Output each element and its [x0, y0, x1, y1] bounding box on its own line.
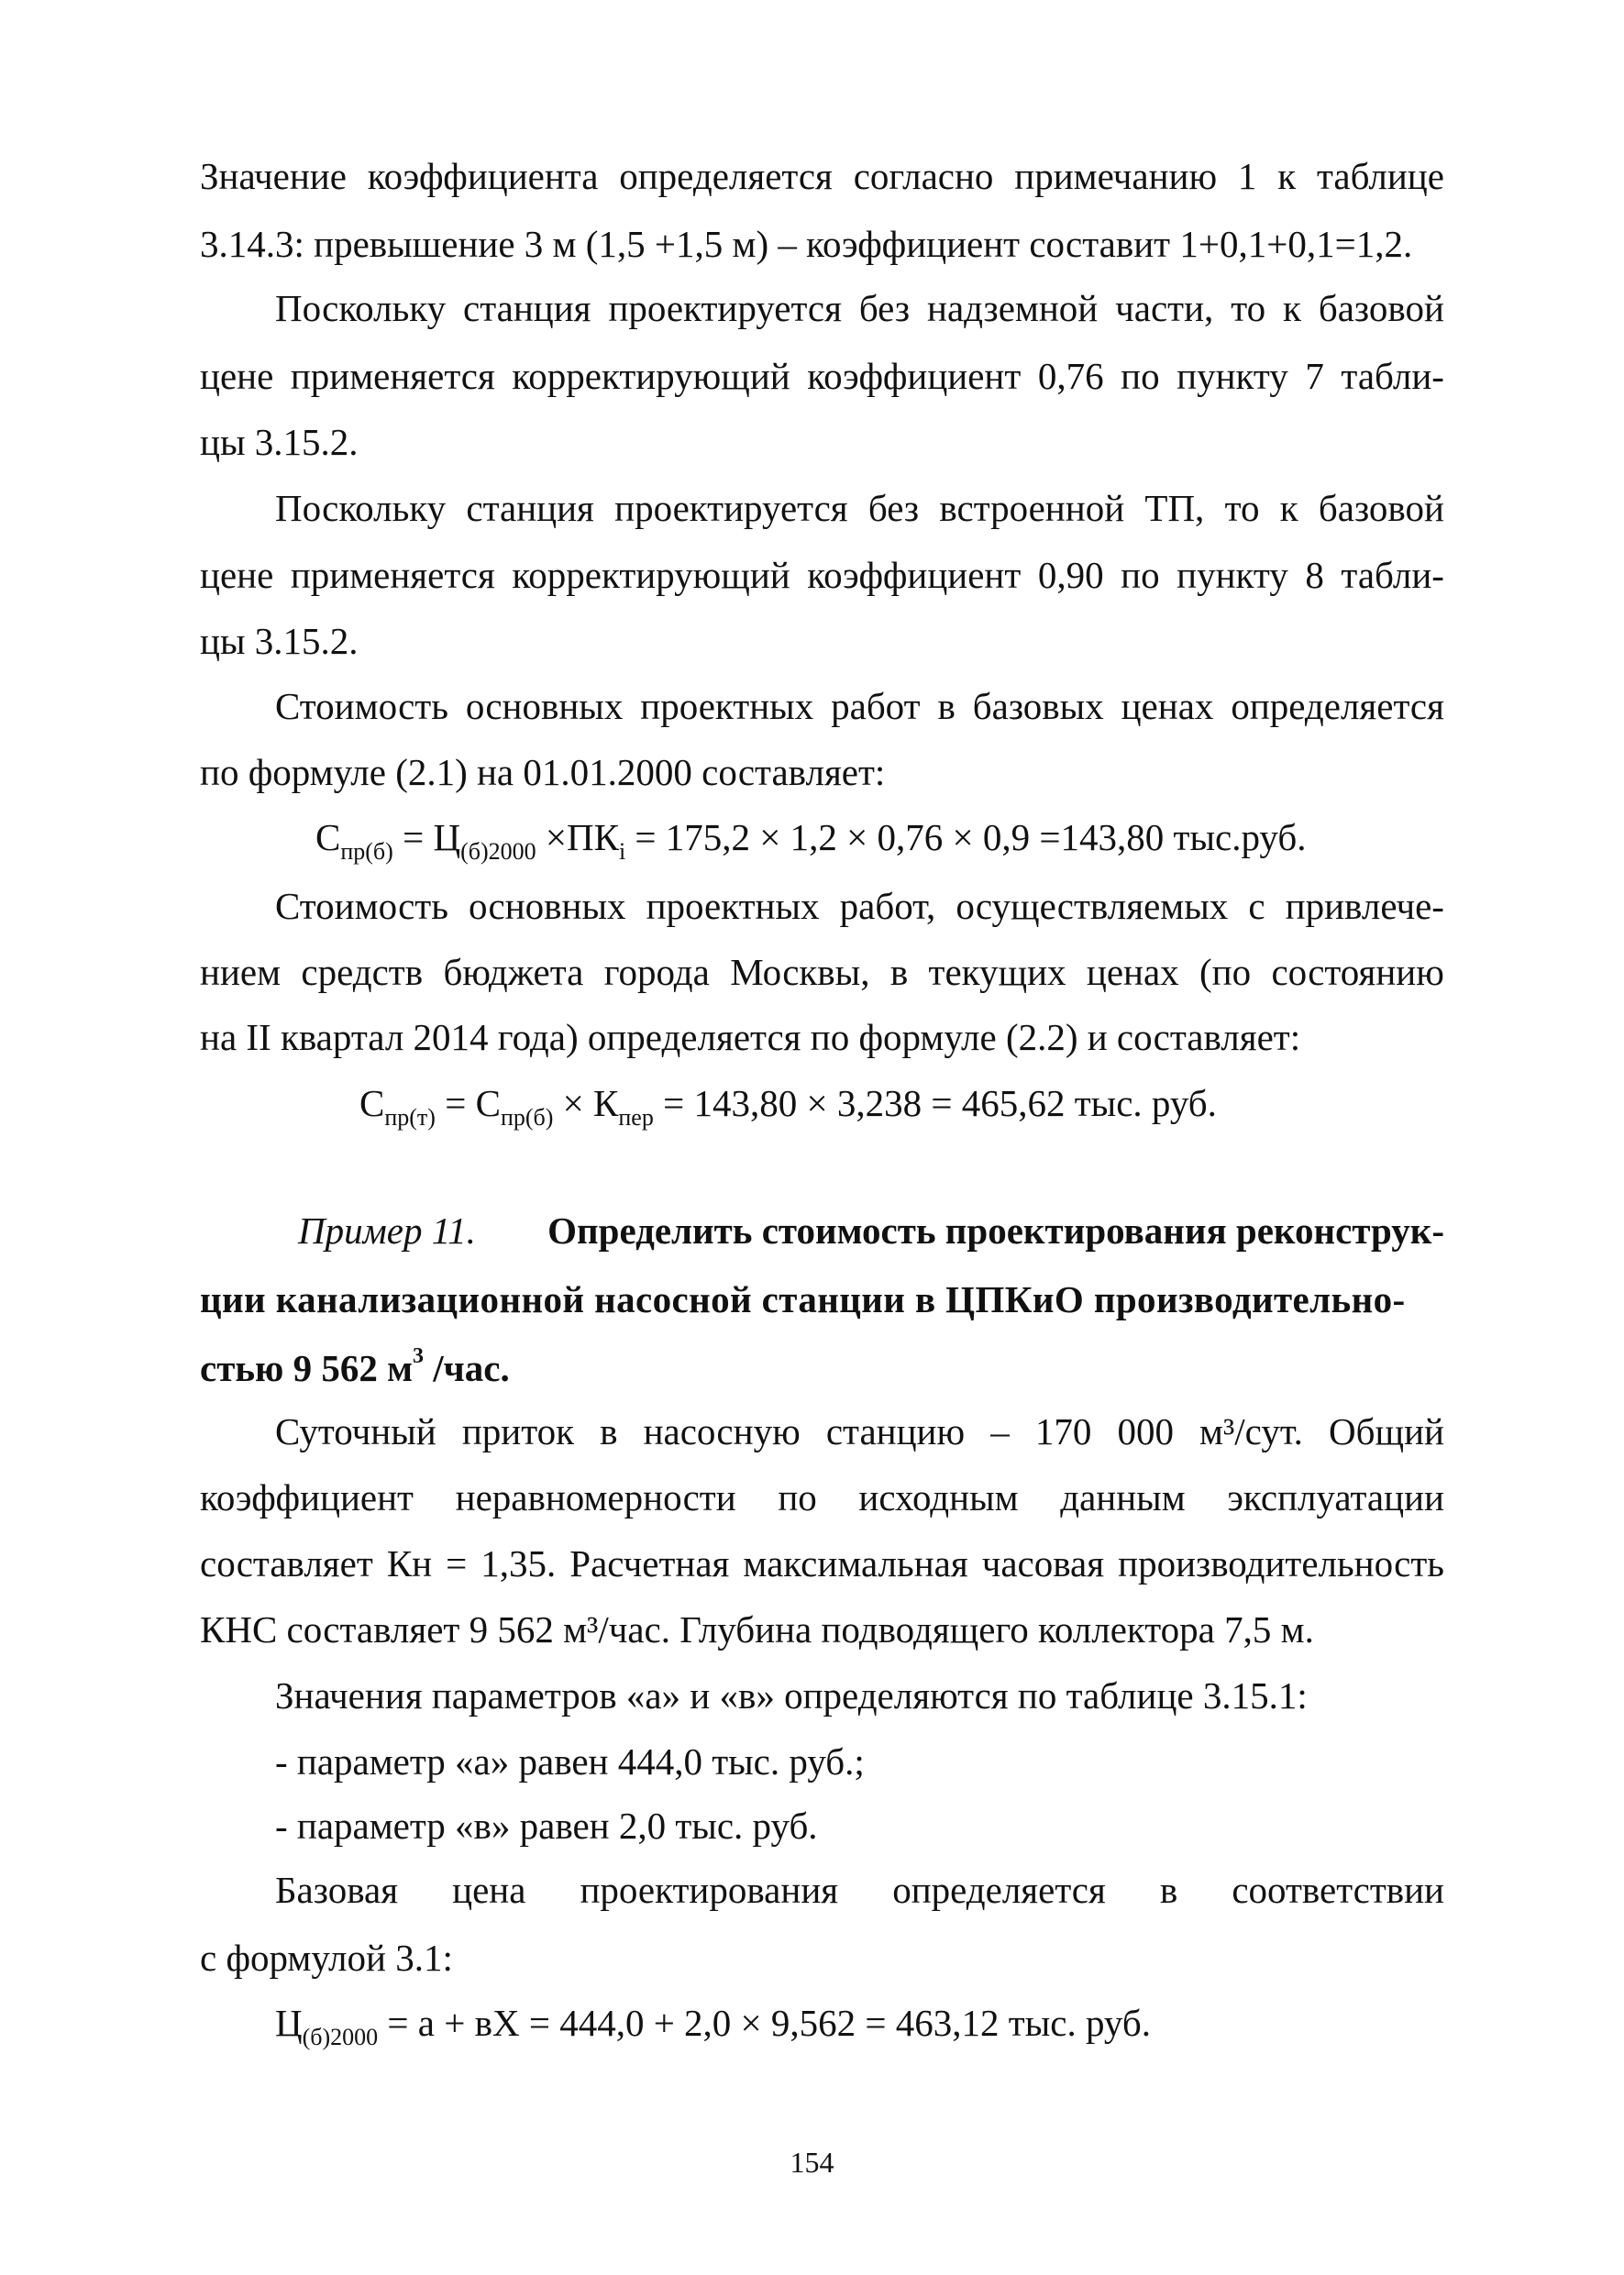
word: базовой [1318, 487, 1444, 529]
word: применяется [290, 554, 495, 596]
word: Общий [1329, 1410, 1444, 1452]
word: Кн [386, 1542, 433, 1585]
word: пункту [1177, 554, 1288, 596]
formula-current-cost-rest: × К [553, 1082, 619, 1124]
word: 8 [1305, 554, 1324, 596]
word: Суточный [275, 1410, 436, 1452]
example-title-line-3: стью 9 562 м [200, 1347, 414, 1389]
word: проектирования [580, 1869, 839, 1911]
formula-base-cost-lhs: С [315, 816, 341, 858]
word: корректирующий [512, 355, 790, 397]
word: определяется [892, 1869, 1106, 1911]
word: (по [1199, 951, 1252, 993]
formula-base-cost-eq: = Ц [392, 816, 461, 858]
paragraph-current-cost-line-1 [275, 885, 1444, 927]
word: в [889, 951, 909, 993]
paragraph-daily-inflow-line-3 [200, 1542, 1444, 1585]
word: проектных [640, 685, 814, 727]
word: табли- [1341, 355, 1444, 397]
word: соответствии [1232, 1869, 1444, 1911]
paragraph-base-cost-line-2: по формуле (2.1) на 01.01.2000 составляет: [200, 751, 886, 793]
word: станцию [825, 1410, 966, 1452]
word: Стоимость [275, 685, 448, 727]
word: города [603, 951, 710, 993]
word: данным [1060, 1476, 1186, 1519]
word: 170 [1034, 1410, 1092, 1452]
word: Значение [200, 155, 347, 197]
word: ценах [1121, 685, 1214, 727]
word: 0,90 [1037, 554, 1104, 596]
word: в [600, 1410, 618, 1452]
paragraph-base-price-line-1 [275, 1869, 1444, 1911]
word: составляет [200, 1542, 373, 1585]
word: работ, [839, 885, 936, 927]
paragraph-no-above-ground-line-2 [200, 355, 1444, 397]
paragraph-current-cost-line-3: на II квартал 2014 года) определяется по формуле (2.2) и составляет: [200, 1016, 1301, 1058]
paragraph-params-intro: Значения параметров «а» и «в» определяются по таблице 3.15.1: [275, 1674, 1308, 1717]
paragraph-base-price-line-2: с формулой 3.1: [200, 1937, 453, 1979]
formula-base-price-lhs: Ц [275, 2002, 303, 2044]
page-number: 154 [790, 2146, 834, 2179]
word: нием [200, 951, 282, 993]
word: неравномерности [455, 1476, 736, 1519]
word: приток [461, 1410, 574, 1452]
word: согласно [853, 155, 994, 197]
formula-current-cost-rest-sub: пер [618, 1104, 654, 1131]
word: по [1121, 355, 1160, 397]
word: 1,35. [481, 1542, 557, 1585]
word: бюджета [443, 951, 584, 993]
formula-base-cost-tail: = 175,2 × 1,2 × 0,76 × 0,9 =143,80 тыс.руб. [625, 816, 1307, 858]
word: 0,76 [1037, 355, 1104, 397]
formula-current-cost-lhs-sub: пр(т) [384, 1104, 436, 1131]
word: проектируется [608, 287, 842, 329]
word: по [778, 1476, 817, 1519]
paragraph-coef-note-line-1 [200, 155, 1444, 197]
formula-base-cost-lhs-sub: пр(б) [340, 838, 393, 865]
word: к [1279, 487, 1298, 529]
word: средств [301, 951, 424, 993]
word: производительность [1118, 1542, 1444, 1585]
list-item-param-b: - параметр «в» равен 2,0 тыс. руб. [275, 1805, 818, 1847]
word: станция [463, 287, 591, 329]
word: ТП, [1144, 487, 1205, 529]
word: максимальная [743, 1542, 968, 1585]
word: определяется [619, 155, 833, 197]
word: м³/сут. [1199, 1410, 1303, 1452]
formula-current-cost [359, 1082, 1217, 1131]
paragraph-no-above-ground-line-3: цы 3.15.2. [200, 421, 359, 463]
word: то [1224, 487, 1260, 529]
formula-base-price [275, 2004, 1151, 2049]
formula-base-price-lhs-sub: (б)2000 [302, 2024, 379, 2050]
paragraph-no-above-ground-line-1 [275, 287, 1444, 329]
word: к [1283, 287, 1301, 329]
word: эксплуатации [1227, 1476, 1444, 1519]
word: Поскольку [275, 487, 447, 529]
paragraph-current-cost-line-2 [200, 951, 1444, 993]
word: Москвы, [730, 951, 870, 993]
word: таблице [1316, 155, 1444, 197]
word: – [990, 1410, 1010, 1452]
word: станция [466, 487, 594, 529]
paragraph-coef-note-line-2: 3.14.3: превышение 3 м (1,5 +1,5 м) – коэффициент составит 1+0,1+0,1=1,2. [200, 223, 1413, 265]
word: корректирующий [512, 554, 790, 596]
word: надземной [927, 287, 1099, 329]
word: по [1121, 554, 1160, 596]
word: ценах [1086, 951, 1179, 993]
formula-base-cost-rest-sub: i [618, 838, 626, 865]
paragraph-no-built-in-tp-line-1 [275, 487, 1444, 529]
paragraph-daily-inflow-line-2 [200, 1476, 1444, 1519]
word: с [1248, 885, 1265, 927]
example-label: Пример 11. [298, 1209, 476, 1252]
formula-base-cost-rest: ×ПК [536, 816, 619, 858]
word: к [1277, 155, 1297, 197]
example-title-line-3-tail: /час. [424, 1347, 510, 1389]
word: часовая [981, 1542, 1105, 1585]
word: 1 [1237, 155, 1257, 197]
word: Стоимость [275, 885, 448, 927]
word: встроенной [939, 487, 1125, 529]
formula-current-cost-tail: = 143,80 × 3,238 = 465,62 тыс. руб. [653, 1082, 1217, 1124]
formula-base-cost [315, 816, 1307, 865]
word: в [937, 685, 956, 727]
word: насосную [643, 1410, 801, 1452]
word: без [858, 287, 911, 329]
example-heading-line-2: ции канализационной насосной станции в ЦПКиО производительно- [200, 1278, 1406, 1320]
word: базовой [1318, 287, 1444, 329]
word: проектных [646, 885, 820, 927]
word: осуществляемых [956, 885, 1229, 927]
formula-base-price-tail: = а + вХ = 444,0 + 2,0 × 9,562 = 463,12 тыс. руб. [378, 2002, 1151, 2044]
example-heading-line-3 [200, 1345, 510, 1387]
word: части, [1115, 287, 1214, 329]
word: цена [452, 1869, 526, 1911]
word: в [1159, 1869, 1178, 1911]
word: базовых [972, 685, 1104, 727]
formula-current-cost-lhs: С [359, 1082, 385, 1124]
formula-current-cost-eq: = С [435, 1082, 501, 1124]
word: применяется [290, 355, 495, 397]
word: Поскольку [275, 287, 447, 329]
word: коэффициент [807, 355, 1022, 397]
word: основных [465, 685, 624, 727]
word: 7 [1305, 355, 1324, 397]
word: пункту [1177, 355, 1288, 397]
word: исходным [858, 1476, 1019, 1519]
word: цене [200, 554, 274, 596]
word: 000 [1117, 1410, 1174, 1452]
word: работ [831, 685, 921, 727]
word: Расчетная [569, 1542, 730, 1585]
formula-base-cost-mid-sub: (б)2000 [460, 838, 536, 865]
example-title-line-1: Определить стоимость проектирования реконструк- [547, 1209, 1444, 1252]
word: = [446, 1542, 468, 1585]
paragraph-base-cost-line-1 [275, 685, 1444, 727]
paragraph-no-built-in-tp-line-3: цы 3.15.2. [200, 620, 359, 662]
word: проектируется [614, 487, 848, 529]
word: табли- [1341, 554, 1444, 596]
example-title-line-3-sup: 3 [413, 1344, 425, 1368]
paragraph-daily-inflow-line-1 [275, 1410, 1444, 1452]
word: Базовая [275, 1869, 399, 1911]
word: состоянию [1271, 951, 1444, 993]
word: коэффициент [200, 1476, 414, 1519]
paragraph-no-built-in-tp-line-2 [200, 554, 1444, 596]
word: примечанию [1014, 155, 1218, 197]
word: коэффициента [367, 155, 599, 197]
word: то [1231, 287, 1266, 329]
word: привлече- [1285, 885, 1444, 927]
paragraph-daily-inflow-line-4: КНС составляет 9 562 м³/час. Глубина подводящего коллектора 7,5 м. [200, 1608, 1314, 1651]
list-item-param-a: - параметр «а» равен 444,0 тыс. руб.; [275, 1740, 865, 1783]
word: текущих [928, 951, 1066, 993]
word: основных [469, 885, 626, 927]
word: коэффициент [807, 554, 1022, 596]
formula-current-cost-mid-sub: пр(б) [500, 1104, 554, 1131]
word: без [867, 487, 920, 529]
example-heading-line-1 [298, 1209, 1444, 1252]
word: цене [200, 355, 274, 397]
word: определяется [1231, 685, 1444, 727]
